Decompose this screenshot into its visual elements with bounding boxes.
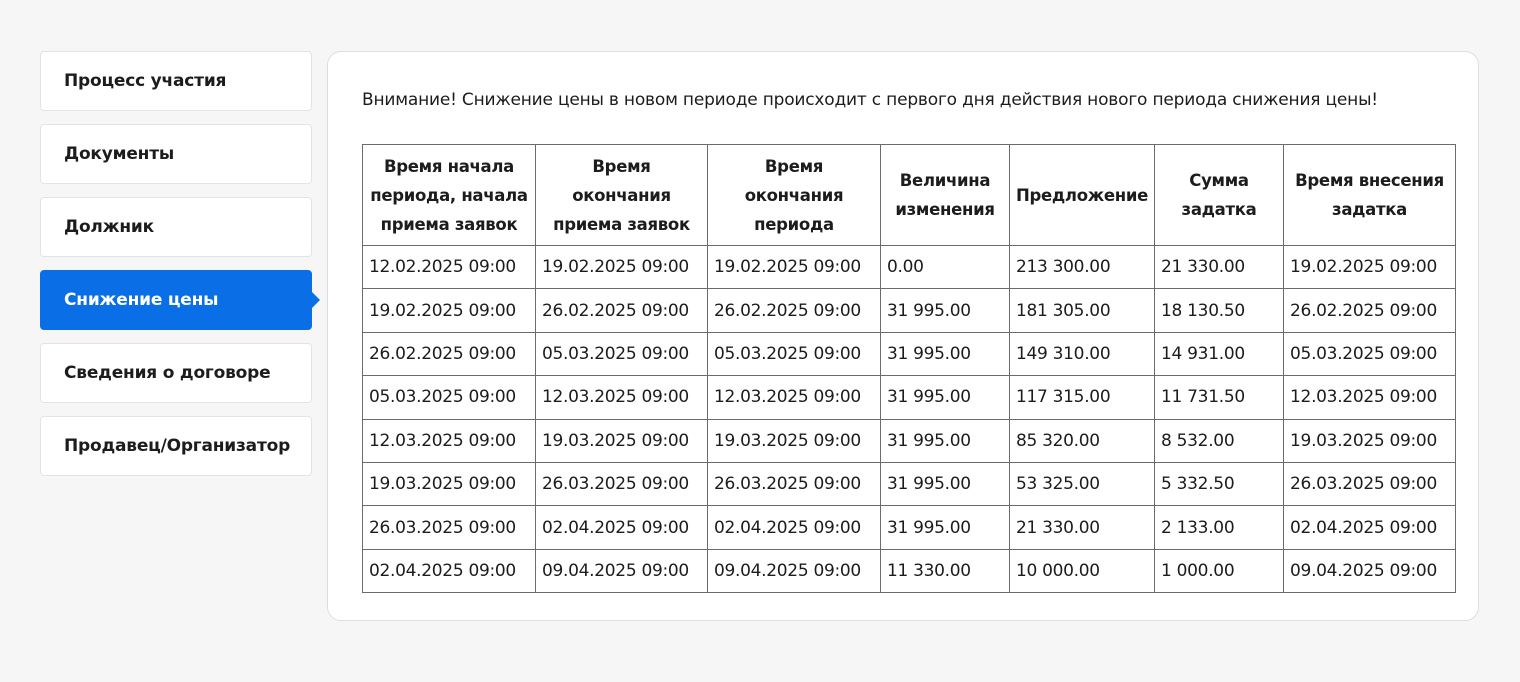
table-cell: 11 731.50 <box>1155 376 1284 419</box>
table-cell: 26.03.2025 09:00 <box>536 462 708 505</box>
table-cell: 09.04.2025 09:00 <box>536 549 708 592</box>
table-cell: 0.00 <box>881 246 1010 289</box>
table-cell: 19.02.2025 09:00 <box>363 289 536 332</box>
sidebar-item-debtor[interactable] <box>40 197 312 257</box>
table-cell: 21 330.00 <box>1010 506 1155 549</box>
price-reduction-notice: Внимание! Снижение цены в новом периоде происходит с первого дня действия нового периода снижения цены! <box>362 90 1378 110</box>
column-header-offer: Предложение <box>1010 145 1155 246</box>
sidebar-item-documents[interactable] <box>40 124 312 184</box>
table-cell: 12.03.2025 09:00 <box>536 376 708 419</box>
table-cell: 181 305.00 <box>1010 289 1155 332</box>
table-cell: 19.02.2025 09:00 <box>708 246 881 289</box>
table-cell: 2 133.00 <box>1155 506 1284 549</box>
table-cell: 02.04.2025 09:00 <box>1284 506 1456 549</box>
table-cell: 26.03.2025 09:00 <box>363 506 536 549</box>
table-cell: 31 995.00 <box>881 462 1010 505</box>
table-cell: 5 332.50 <box>1155 462 1284 505</box>
table-cell: 19.03.2025 09:00 <box>363 462 536 505</box>
table-cell: 02.04.2025 09:00 <box>363 549 536 592</box>
table-cell: 12.02.2025 09:00 <box>363 246 536 289</box>
table-row <box>363 289 1456 332</box>
table-cell: 53 325.00 <box>1010 462 1155 505</box>
table-cell: 05.03.2025 09:00 <box>1284 332 1456 375</box>
column-header-period-end: Время окончания периода <box>708 145 881 246</box>
table-cell: 26.02.2025 09:00 <box>536 289 708 332</box>
sidebar-nav <box>40 51 312 489</box>
table-cell: 31 995.00 <box>881 506 1010 549</box>
column-header-change-amount: Величина изменения <box>881 145 1010 246</box>
table-cell: 21 330.00 <box>1155 246 1284 289</box>
table-cell: 31 995.00 <box>881 376 1010 419</box>
table-cell: 19.03.2025 09:00 <box>536 419 708 462</box>
table-cell: 19.02.2025 09:00 <box>536 246 708 289</box>
sidebar-item-label: Документы <box>64 144 175 164</box>
table-cell: 19.02.2025 09:00 <box>1284 246 1456 289</box>
table-row <box>363 462 1456 505</box>
sidebar-item-label: Продавец/Организатор <box>64 436 291 456</box>
sidebar-item-contract-info[interactable] <box>40 343 312 403</box>
sidebar-item-label: Снижение цены <box>64 290 219 310</box>
column-header-deposit-time: Время внесения задатка <box>1284 145 1456 246</box>
sidebar-item-participation-process[interactable] <box>40 51 312 111</box>
table-cell: 19.03.2025 09:00 <box>1284 419 1456 462</box>
table-cell: 26.02.2025 09:00 <box>363 332 536 375</box>
column-header-application-end: Время окончания приема заявок <box>536 145 708 246</box>
sidebar-item-label: Сведения о договоре <box>64 363 271 383</box>
table-cell: 31 995.00 <box>881 419 1010 462</box>
sidebar-item-label: Должник <box>64 217 154 237</box>
sidebar-item-label: Процесс участия <box>64 71 227 91</box>
table-cell: 12.03.2025 09:00 <box>363 419 536 462</box>
sidebar-item-price-reduction[interactable] <box>40 270 312 330</box>
table-cell: 02.04.2025 09:00 <box>708 506 881 549</box>
table-cell: 26.03.2025 09:00 <box>708 462 881 505</box>
table-cell: 19.03.2025 09:00 <box>708 419 881 462</box>
table-row <box>363 419 1456 462</box>
table-cell: 09.04.2025 09:00 <box>1284 549 1456 592</box>
table-cell: 10 000.00 <box>1010 549 1155 592</box>
table-row <box>363 549 1456 592</box>
table-row <box>363 376 1456 419</box>
table-cell: 05.03.2025 09:00 <box>363 376 536 419</box>
table-cell: 09.04.2025 09:00 <box>708 549 881 592</box>
sidebar-item-seller-organizer[interactable] <box>40 416 312 476</box>
table-cell: 1 000.00 <box>1155 549 1284 592</box>
table-cell: 05.03.2025 09:00 <box>708 332 881 375</box>
table-row <box>363 246 1456 289</box>
table-cell: 12.03.2025 09:00 <box>708 376 881 419</box>
table-cell: 26.03.2025 09:00 <box>1284 462 1456 505</box>
column-header-deposit-amount: Сумма задатка <box>1155 145 1284 246</box>
table-row <box>363 332 1456 375</box>
price-reduction-panel <box>327 51 1479 621</box>
active-pointer-arrow-icon <box>311 291 320 309</box>
table-cell: 31 995.00 <box>881 332 1010 375</box>
price-reduction-table <box>362 144 1456 593</box>
table-cell: 213 300.00 <box>1010 246 1155 289</box>
table-cell: 85 320.00 <box>1010 419 1155 462</box>
table-cell: 14 931.00 <box>1155 332 1284 375</box>
table-cell: 26.02.2025 09:00 <box>708 289 881 332</box>
table-cell: 149 310.00 <box>1010 332 1155 375</box>
table-cell: 8 532.00 <box>1155 419 1284 462</box>
column-header-period-start: Время начала периода, начала приема заявок <box>363 145 536 246</box>
table-cell: 31 995.00 <box>881 289 1010 332</box>
table-cell: 18 130.50 <box>1155 289 1284 332</box>
table-cell: 11 330.00 <box>881 549 1010 592</box>
table-cell: 05.03.2025 09:00 <box>536 332 708 375</box>
table-cell: 12.03.2025 09:00 <box>1284 376 1456 419</box>
table-cell: 02.04.2025 09:00 <box>536 506 708 549</box>
table-cell: 117 315.00 <box>1010 376 1155 419</box>
table-row <box>363 506 1456 549</box>
table-header-row <box>363 145 1456 246</box>
table-cell: 26.02.2025 09:00 <box>1284 289 1456 332</box>
